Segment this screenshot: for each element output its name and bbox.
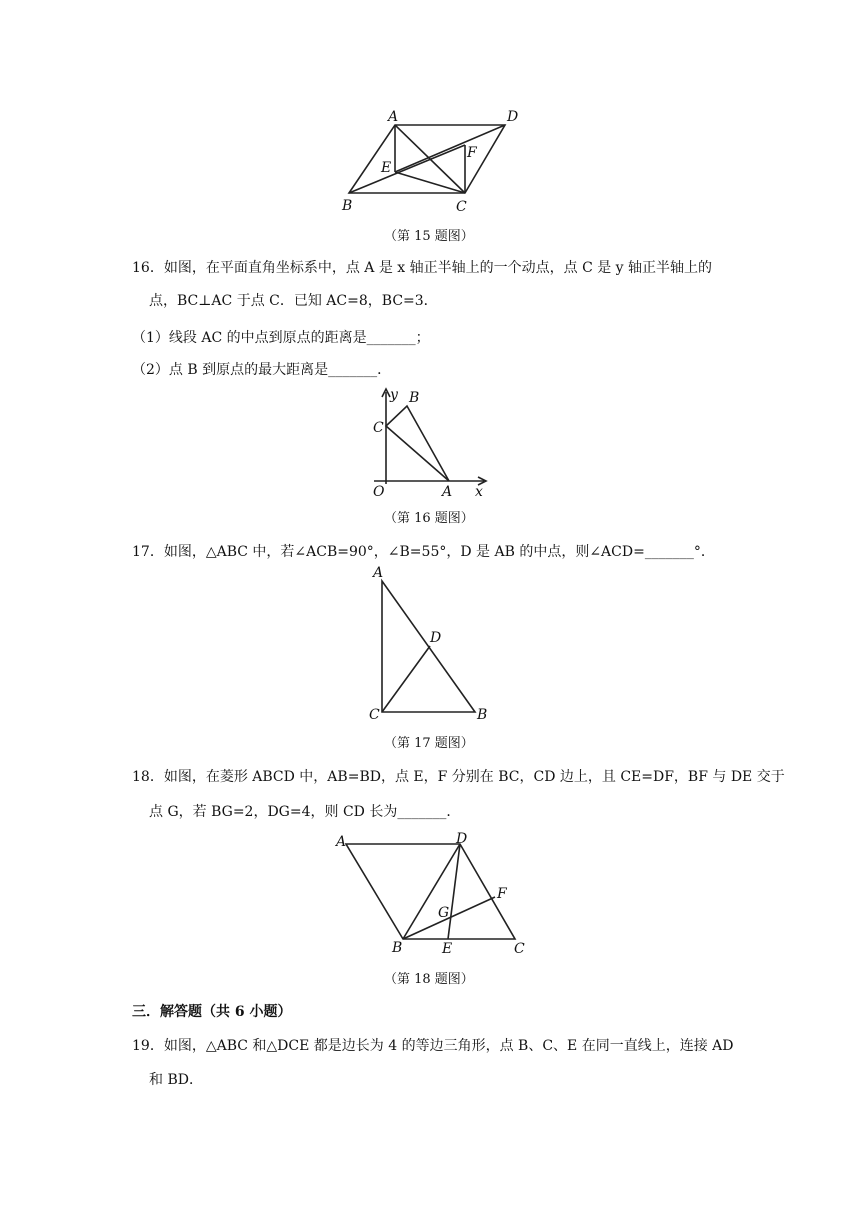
- figure-16-caption: （第 16 题图）: [384, 511, 474, 526]
- label-A: A: [388, 109, 399, 125]
- label-D: D: [507, 109, 519, 125]
- q19-text-line2: 和 BD．: [149, 1072, 203, 1088]
- figure-18-caption: （第 18 题图）: [384, 972, 474, 987]
- label-C: C: [456, 199, 467, 215]
- label-A: A: [336, 834, 347, 850]
- axis-y-label: y: [390, 387, 398, 403]
- axis-x-label: x: [475, 484, 483, 500]
- label-A: A: [373, 565, 384, 581]
- q16-part1: （1）线段 AC 的中点到原点的距离是_______；: [132, 330, 430, 346]
- label-B: B: [409, 390, 420, 406]
- label-D: D: [430, 630, 442, 646]
- q18-text-line1: 18．如图，在菱形 ABCD 中，AB=BD，点 E，F 分别在 BC，CD 边上，且 CE=DF，BF 与 DE 交于: [132, 769, 785, 785]
- q19-text-line1: 19．如图，△ABC 和△DCE 都是边长为 4 的等边三角形，点 B、C、E 在同一直线上，连接 AD: [132, 1038, 734, 1054]
- label-C: C: [514, 941, 525, 957]
- label-E: E: [381, 160, 392, 176]
- label-O: O: [373, 484, 385, 500]
- q16-part2: （2）点 B 到原点的最大距离是_______．: [132, 362, 392, 378]
- label-D: D: [456, 831, 468, 847]
- q16-text-line2: 点，BC⊥AC 于点 C．已知 AC=8，BC=3．: [149, 293, 438, 309]
- label-B: B: [392, 940, 403, 956]
- figure-17-caption: （第 17 题图）: [384, 736, 474, 751]
- label-B: B: [342, 198, 353, 214]
- label-E: E: [442, 941, 453, 957]
- q17-text-line1: 17．如图，△ABC 中，若∠ACB=90°，∠B=55°，D 是 AB 的中点，则∠ACD=_______°．: [132, 544, 715, 560]
- label-C: C: [369, 707, 380, 723]
- section-3-title: 三．解答题（共 6 小题）: [132, 1004, 292, 1020]
- label-F: F: [467, 145, 477, 161]
- label-G: G: [438, 905, 450, 921]
- label-F: F: [497, 886, 507, 902]
- label-B: B: [477, 707, 488, 723]
- q16-text-line1: 16．如图，在平面直角坐标系中，点 A 是 x 轴正半轴上的一个动点，点 C 是 y 轴正半轴上的: [132, 260, 713, 276]
- q18-text-line2: 点 G，若 BG=2，DG=4，则 CD 长为_______．: [149, 804, 461, 820]
- figure-15-caption: （第 15 题图）: [384, 229, 474, 244]
- label-A: A: [442, 484, 453, 500]
- label-C: C: [373, 420, 384, 436]
